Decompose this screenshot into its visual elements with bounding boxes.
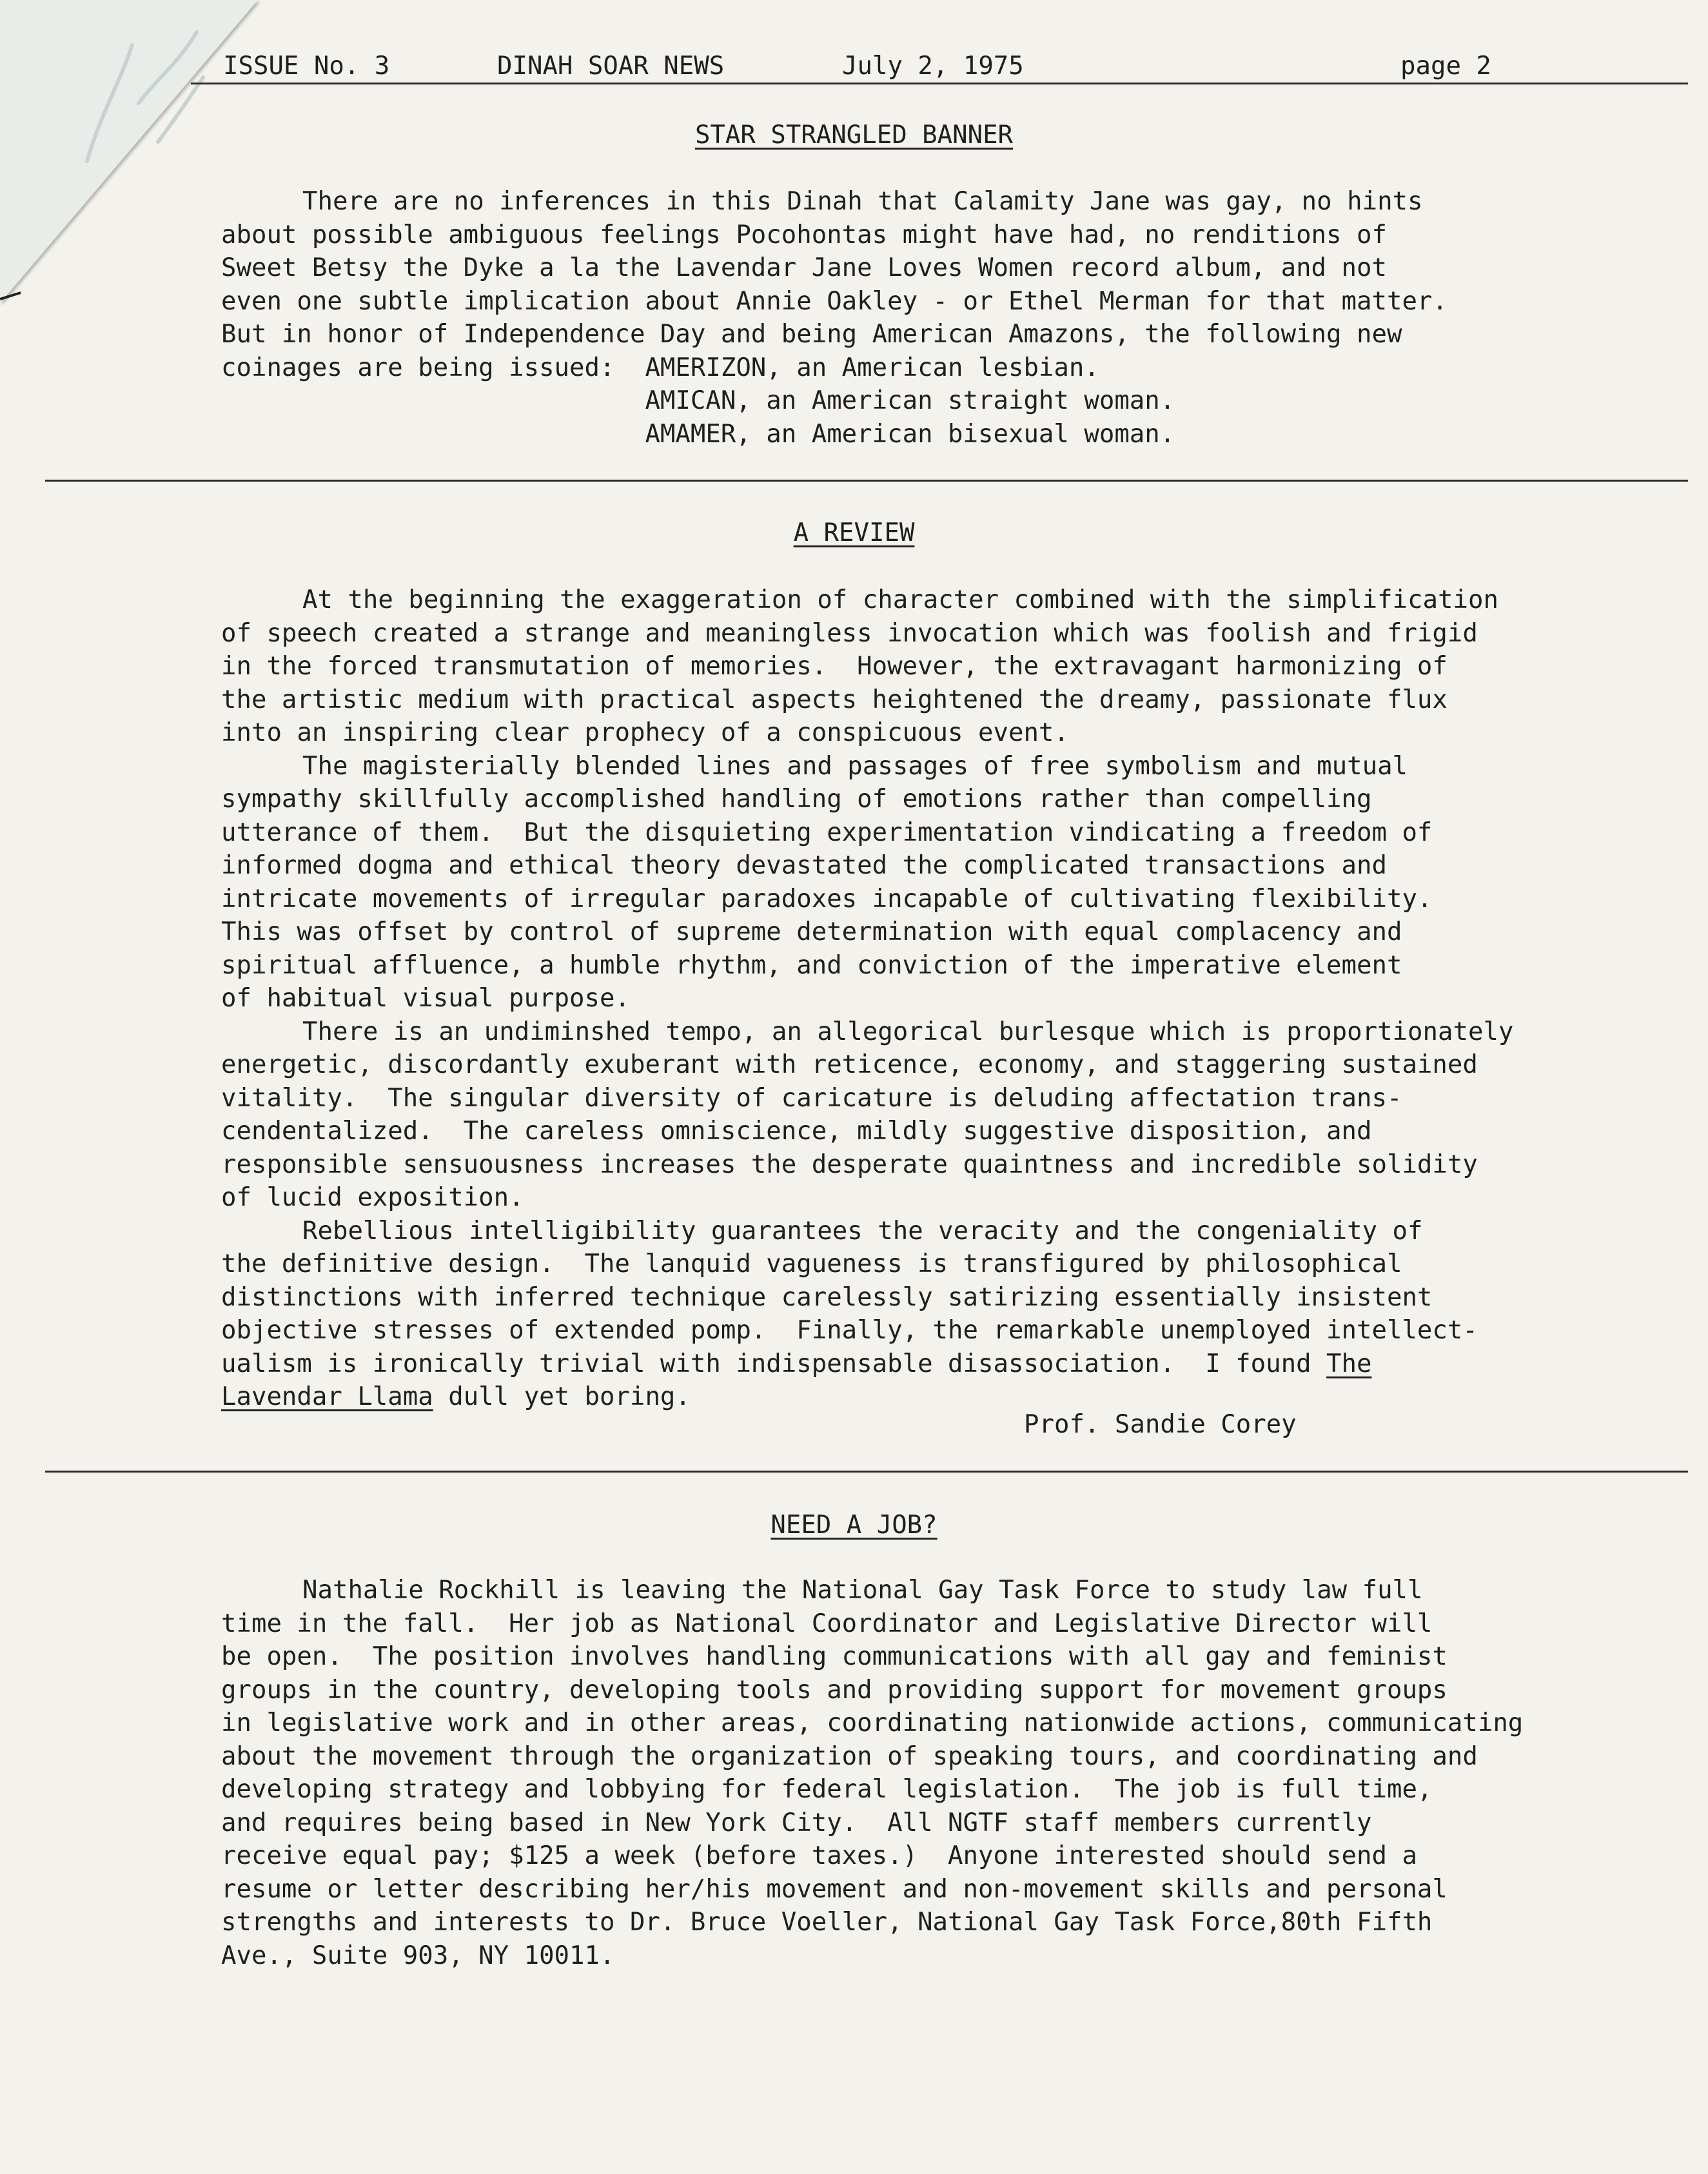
- text-line: spiritual affluence, a humble rhythm, and conviction of the imperative element: [221, 950, 1402, 980]
- text-line: distinctions with inferred technique carelessly satirizing essentially insistent: [221, 1282, 1433, 1312]
- review-body: [221, 583, 1513, 1414]
- text-line: responsible sensuousness increases the desperate quaintness and incredible solidity: [221, 1150, 1478, 1179]
- star-strangled-title: STAR STRANGLED BANNER: [694, 121, 1014, 150]
- text-line: about possible ambiguous feelings Pocohontas might have had, no renditions of: [221, 220, 1387, 250]
- text-line: receive equal pay; $125 a week (before taxes.) Anyone interested should send a: [221, 1841, 1417, 1870]
- text-line: utterance of them. But the disquieting experimentation vindicating a freedom of: [221, 818, 1433, 847]
- text-line: be open. The position involves handling communications with all gay and feminist: [221, 1642, 1448, 1671]
- star-strangled-body: [221, 185, 1448, 451]
- text-line: groups in the country, developing tools and providing support for movement groups: [221, 1675, 1448, 1705]
- section-divider: [45, 480, 1688, 482]
- text-line: sympathy skillfully accomplished handling of emotions rather than compelling: [221, 785, 1372, 814]
- text-line: But in honor of Independence Day and being American Amazons, the following new: [221, 320, 1402, 349]
- text-line: in the forced transmutation of memories. However, the extravagant harmonizing of: [221, 652, 1448, 681]
- text-line: resume or letter describing her/his movement and non-movement skills and personal: [221, 1874, 1448, 1904]
- text-line: AMICAN, an American straight woman.: [221, 386, 1175, 415]
- review-signature: Prof. Sandie Corey: [1024, 1410, 1297, 1439]
- pencil-mark: [61, 6, 229, 200]
- text-line: of lucid exposition.: [221, 1183, 524, 1212]
- text-line: AMAMER, an American bisexual woman.: [221, 419, 1175, 449]
- text-line: the definitive design. The lanquid vagueness is transfigured by philosophical: [221, 1249, 1402, 1278]
- issue-date: July 2, 1975: [842, 52, 1024, 81]
- text-line: into an inspiring clear prophecy of a conspicuous event.: [221, 718, 1069, 747]
- book-title: Lavendar Llama: [221, 1382, 433, 1411]
- text-line: in legislative work and in other areas, coordinating nationwide actions, communicating: [221, 1709, 1524, 1738]
- text-line: strengths and interests to Dr. Bruce Voeller, National Gay Task Force,80th Fifth: [221, 1908, 1433, 1937]
- text-line: objective stresses of extended pomp. Finally, the remarkable unemployed intellect-: [221, 1316, 1478, 1345]
- job-title: NEED A JOB?: [771, 1511, 937, 1540]
- page-number: page 2: [1400, 52, 1491, 81]
- text-line: energetic, discordantly exuberant with reticence, economy, and staggering sustained: [221, 1050, 1478, 1079]
- text-line: even one subtle implication about Annie Oakley - or Ethel Merman for that matter.: [221, 286, 1448, 316]
- text-line: and requires being based in New York City. All NGTF staff members currently: [221, 1808, 1372, 1837]
- text-line: [221, 1347, 1513, 1381]
- fold-edge-mark: [0, 284, 26, 309]
- job-body: [221, 1574, 1523, 1972]
- text-line: Ave., Suite 903, NY 10011.: [221, 1941, 615, 1970]
- text-line: coinages are being issued: AMERIZON, an American lesbian.: [221, 353, 1099, 382]
- book-title: The: [1326, 1349, 1372, 1378]
- text-fragment: dull yet boring.: [433, 1382, 691, 1411]
- text-line: informed dogma and ethical theory devastated the complicated transactions and: [221, 851, 1387, 880]
- text-line: the artistic medium with practical aspects heightened the dreamy, passionate flux: [221, 685, 1448, 714]
- text-line: Rebellious intelligibility guarantees the veracity and the congeniality of: [302, 1216, 1423, 1246]
- text-line: vitality. The singular diversity of caricature is deluding affectation trans-: [221, 1083, 1402, 1113]
- text-line: The magisterially blended lines and passages of free symbolism and mutual: [302, 751, 1408, 781]
- text-line: There are no inferences in this Dinah that Calamity Jane was gay, no hints: [302, 187, 1423, 216]
- text-line: This was offset by control of supreme determination with equal complacency and: [221, 917, 1402, 946]
- text-line: about the movement through the organization of speaking tours, and coordinating and: [221, 1741, 1478, 1771]
- text-fragment: ualism is ironically trivial with indispensable disassociation. I found: [221, 1349, 1327, 1378]
- text-line: [221, 1380, 1513, 1414]
- issue-number: ISSUE No. 3: [223, 52, 390, 81]
- publication-name: DINAH SOAR NEWS: [497, 52, 725, 81]
- text-line: of habitual visual purpose.: [221, 984, 630, 1013]
- text-line: Nathalie Rockhill is leaving the National Gay Task Force to study law full: [302, 1576, 1423, 1605]
- text-line: There is an undiminshed tempo, an allegorical burlesque which is proportionately: [302, 1017, 1514, 1046]
- text-line: intricate movements of irregular paradoxes incapable of cultivating flexibility.: [221, 884, 1433, 914]
- text-line: time in the fall. Her job as National Coordinator and Legislative Director will: [221, 1609, 1433, 1638]
- text-line: of speech created a strange and meaningless invocation which was foolish and frigid: [221, 618, 1478, 648]
- text-line: At the beginning the exaggeration of character combined with the simplification: [302, 585, 1498, 614]
- header-rule: [191, 83, 1688, 84]
- section-divider: [45, 1471, 1688, 1473]
- text-line: Sweet Betsy the Dyke a la the Lavendar Jane Loves Women record album, and not: [221, 253, 1387, 282]
- text-line: cendentalized. The careless omniscience, mildly suggestive disposition, and: [221, 1117, 1372, 1146]
- text-line: developing strategy and lobbying for federal legislation. The job is full time,: [221, 1775, 1433, 1804]
- review-title: A REVIEW: [793, 518, 915, 547]
